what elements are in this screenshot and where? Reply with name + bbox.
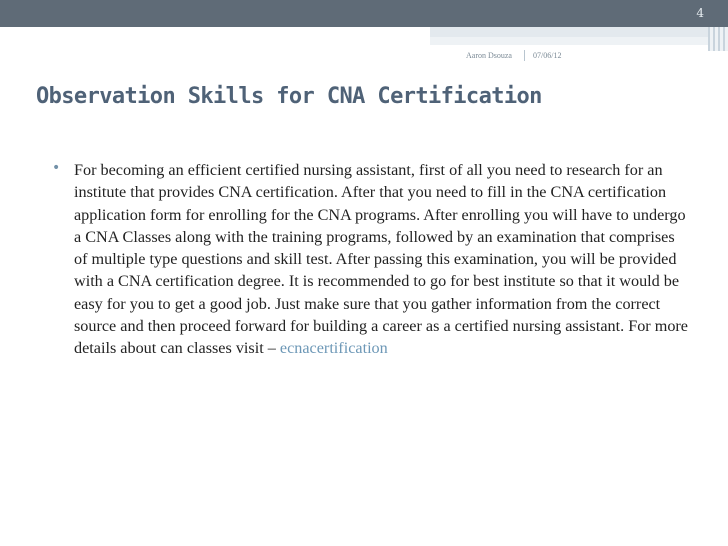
decorative-strips — [708, 27, 728, 51]
bullet-icon: • — [52, 160, 61, 176]
footer-date: 07/06/12 — [533, 51, 562, 60]
meta-divider — [524, 50, 525, 61]
decorative-bar-light — [430, 37, 728, 45]
bullet-paragraph — [74, 159, 692, 360]
top-band — [0, 0, 728, 27]
footer-author: Aaron Dsouza — [466, 51, 512, 60]
ecnacertification-link[interactable]: ecnacertification — [279, 339, 388, 358]
bullet-text: For becoming an efficient certified nursing assistant, first of all you need to research for an institute that provides CNA certification. After that you need to fill in the CNA certification application form for enrolling for the CNA programs. After enrolling you will have to undergo a CNA Classes along with the training programs, followed by an examination that comprises of multiple type questions and skill test. After passing this examination, you will be provided with a CNA certification degree. It is recommended to go for best institute so that it would be easy for you to get a good job. Just make sure that you gather information from the correct source and then proceed forward for building a career as a certified nursing assistant. For more details about can classes visit – — [74, 161, 688, 358]
slide-number: 4 — [696, 6, 704, 20]
slide-title: Observation Skills for CNA Certification — [36, 84, 542, 109]
bullet-list — [52, 159, 692, 360]
decorative-bar — [430, 27, 728, 37]
